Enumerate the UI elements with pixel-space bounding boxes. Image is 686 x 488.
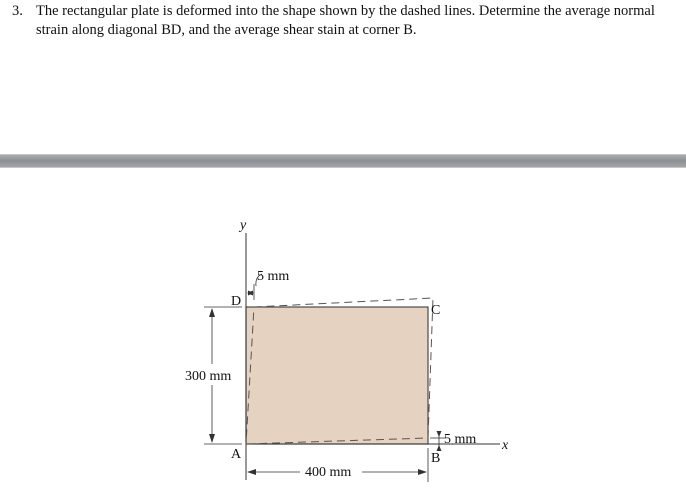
height-arrow-bottom: [209, 434, 215, 443]
width-dimension-label: 400 mm: [305, 465, 352, 480]
right-shift-dimension-label: 5 mm: [444, 432, 477, 447]
corner-label-b: B: [431, 451, 441, 466]
height-dimension-label: 300 mm: [185, 369, 232, 384]
y-axis-label: y: [240, 218, 247, 233]
right-shift-arrow-up: [437, 431, 442, 437]
corner-label-d: D: [231, 294, 242, 309]
problem-number: 3.: [12, 3, 23, 19]
corner-label-a: A: [231, 447, 242, 462]
top-shift-arrow-right: [248, 291, 254, 296]
problem-text: The rectangular plate is deformed into the shape shown by the dashed lines. Determine the average normal strain along diagonal BD, and the average shear stain at corner B.: [36, 3, 655, 38]
height-arrow-top: [209, 308, 215, 317]
x-axis-label: x: [502, 438, 509, 453]
plate-rectangle: [246, 307, 428, 444]
width-arrow-left: [247, 469, 256, 475]
corner-label-c: C: [431, 303, 441, 318]
width-arrow-right: [418, 469, 427, 475]
top-shift-dimension-label: 5 mm: [257, 269, 290, 284]
